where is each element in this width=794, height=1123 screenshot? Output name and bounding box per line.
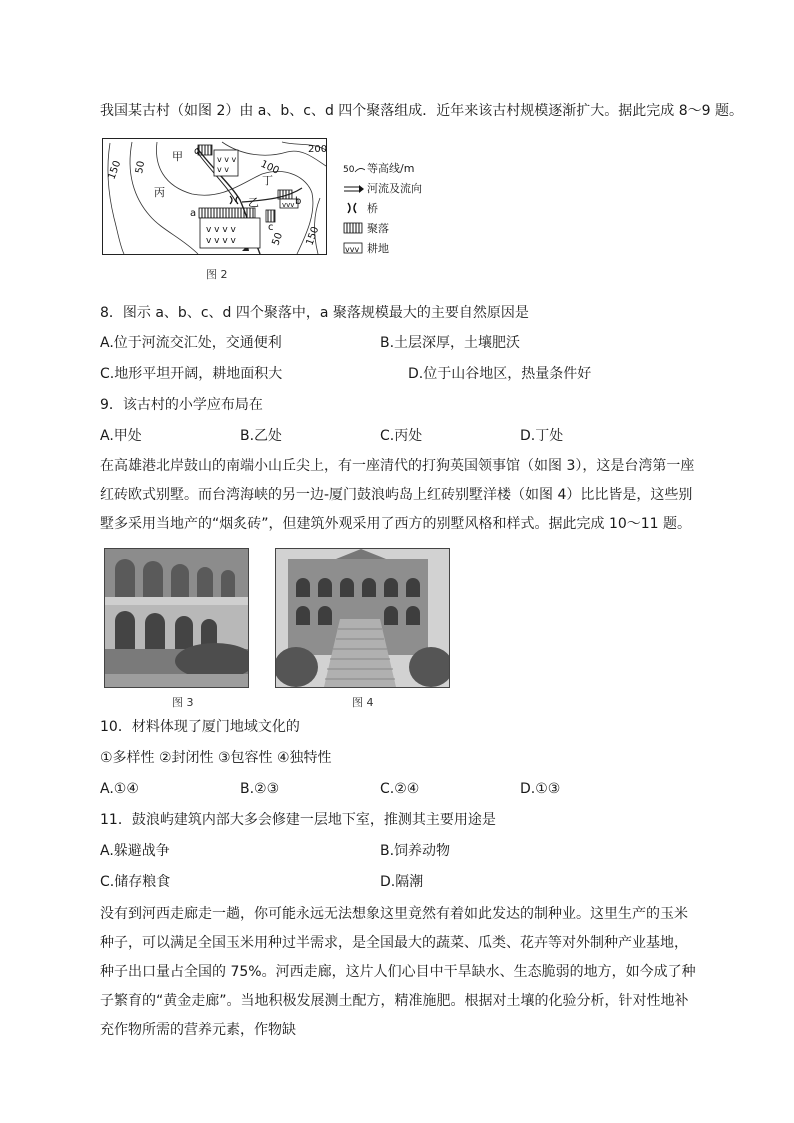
question-11-option-a[interactable]: A.躲避战争 [100, 843, 170, 859]
question-10-option-b[interactable]: B.②③ [240, 781, 280, 797]
settlement-label-c: c [268, 222, 274, 233]
question-9-option-a[interactable]: A.甲处 [100, 428, 142, 444]
contour-label: 150 [106, 159, 124, 182]
bridge-icon [343, 201, 365, 215]
question-9-option-d[interactable]: D.丁处 [520, 428, 564, 444]
farmland-icon [343, 242, 365, 256]
contour-label: 50 [270, 231, 286, 248]
colonnade-building-image [105, 549, 248, 687]
figure-4-caption: 图 4 [352, 696, 374, 709]
contour-map-figure [102, 138, 327, 255]
legend-river: 河流及流向 [343, 180, 453, 196]
place-label-jia: 甲 [172, 150, 183, 163]
question-8-option-d[interactable]: D.位于山谷地区，热量条件好 [408, 366, 592, 382]
question-8-option-a[interactable]: A.位于河流交汇处，交通便利 [100, 335, 282, 351]
figure-3-photo [104, 548, 249, 688]
question-9-option-c[interactable]: C.丙处 [380, 428, 423, 444]
intro-paragraph-2: 在高雄港北岸鼓山的南端小山丘尖上，有一座清代的打狗英国领事馆（如图 3），这是台湾第一座红砖欧式别墅。而台湾海峡的另一边-厦门鼓浪屿岛上红砖别墅洋楼（如图 4）比比皆是，这些别墅多采用当地产的“烟炙砖”，但建筑外观采用了西方的别墅风格和样式。据此完成 10～11 题。 [100, 458, 695, 532]
question-10-option-d[interactable]: D.①③ [520, 781, 561, 797]
intro-paragraph-3: 没有到河西走廊走一趟，你可能永远无法想象这里竟然有着如此发达的制种业。这里生产的玉米种子，可以满足全国玉米用种过半需求，是全国最大的蔬菜、瓜类、花卉等对外制种产业基地，种子出口量占全国的 75%。河西走廊，这片人们心目中干旱缺水、生态脆弱的地方，如今成了种子繁育的“黄金走廊”。当地积极发展测土配方，精准施肥。根据对土壤的化验分析，针对性地补充作物所需的营养元素，作物缺 [100, 906, 696, 1038]
intro-paragraph-1: 我国某古村（如图 2）由 a、b、c、d 四个聚落组成．近年来该古村规模逐渐扩大。据此完成 8～9 题。 [100, 103, 744, 119]
svg-text:50: 50 [343, 165, 355, 175]
contour-label: 200 [308, 144, 327, 155]
question-11-stem: 11．鼓浪屿建筑内部大多会修建一层地下室，推测其主要用途是 [100, 812, 496, 828]
place-label-ding: 丁 [262, 174, 273, 187]
contour-line-icon [343, 162, 365, 176]
contour-label: 150 [304, 225, 322, 248]
svg-text:v v: v v [217, 165, 230, 174]
question-8-stem: 8．图示 a、b、c、d 四个聚落中，a 聚落规模最大的主要自然原因是 [100, 305, 529, 321]
question-10-option-c[interactable]: C.②④ [380, 781, 420, 797]
settlement-icon [343, 222, 365, 236]
question-10-option-a[interactable]: A.①④ [100, 781, 139, 797]
figure-2-caption: 图 2 [206, 268, 228, 281]
settlement-label-d: d [194, 146, 201, 157]
figure-4-photo [275, 548, 450, 688]
place-label-yi: 乙 [248, 196, 259, 209]
svg-text:v v v v: v v v v [206, 236, 236, 246]
map-legend [343, 160, 453, 260]
question-11-option-c[interactable]: C.储存粮食 [100, 874, 171, 890]
settlement-label-a: a [190, 208, 197, 219]
figure-3-caption: 图 3 [172, 696, 194, 709]
legend-bridge: 桥 [343, 200, 453, 216]
question-11-option-b[interactable]: B.饲养动物 [380, 843, 451, 859]
red-brick-villa-image [276, 549, 449, 687]
contour-label: 100 [258, 158, 281, 177]
svg-text:vvv: vvv [282, 201, 295, 209]
question-11-option-d[interactable]: D.隔潮 [380, 874, 424, 890]
svg-text:v v v: v v v [217, 155, 237, 164]
svg-text:v v v v: v v v v [206, 225, 236, 235]
legend-settlement: 聚落 [343, 220, 453, 236]
svg-text:vvv: vvv [345, 245, 360, 254]
contour-label: 50 [134, 160, 148, 175]
legend-contour: 50 等高线/m [343, 162, 415, 175]
question-9-option-b[interactable]: B.乙处 [240, 428, 283, 444]
question-9-stem: 9．该古村的小学应布局在 [100, 397, 263, 413]
river-arrow-icon [343, 182, 365, 196]
settlement-label-b: b [295, 196, 302, 207]
legend-farmland: vvv 耕地 [345, 242, 389, 255]
question-10-stem: 10．材料体现了厦门地域文化的 [100, 719, 300, 735]
question-8-option-c[interactable]: C.地形平坦开阔，耕地面积大 [100, 366, 283, 382]
contour-map [102, 138, 327, 255]
question-10-items: ①多样性 ②封闭性 ③包容性 ④独特性 [100, 750, 332, 766]
place-label-bing: 丙 [154, 186, 165, 199]
question-8-option-b[interactable]: B.土层深厚，土壤肥沃 [380, 335, 521, 351]
